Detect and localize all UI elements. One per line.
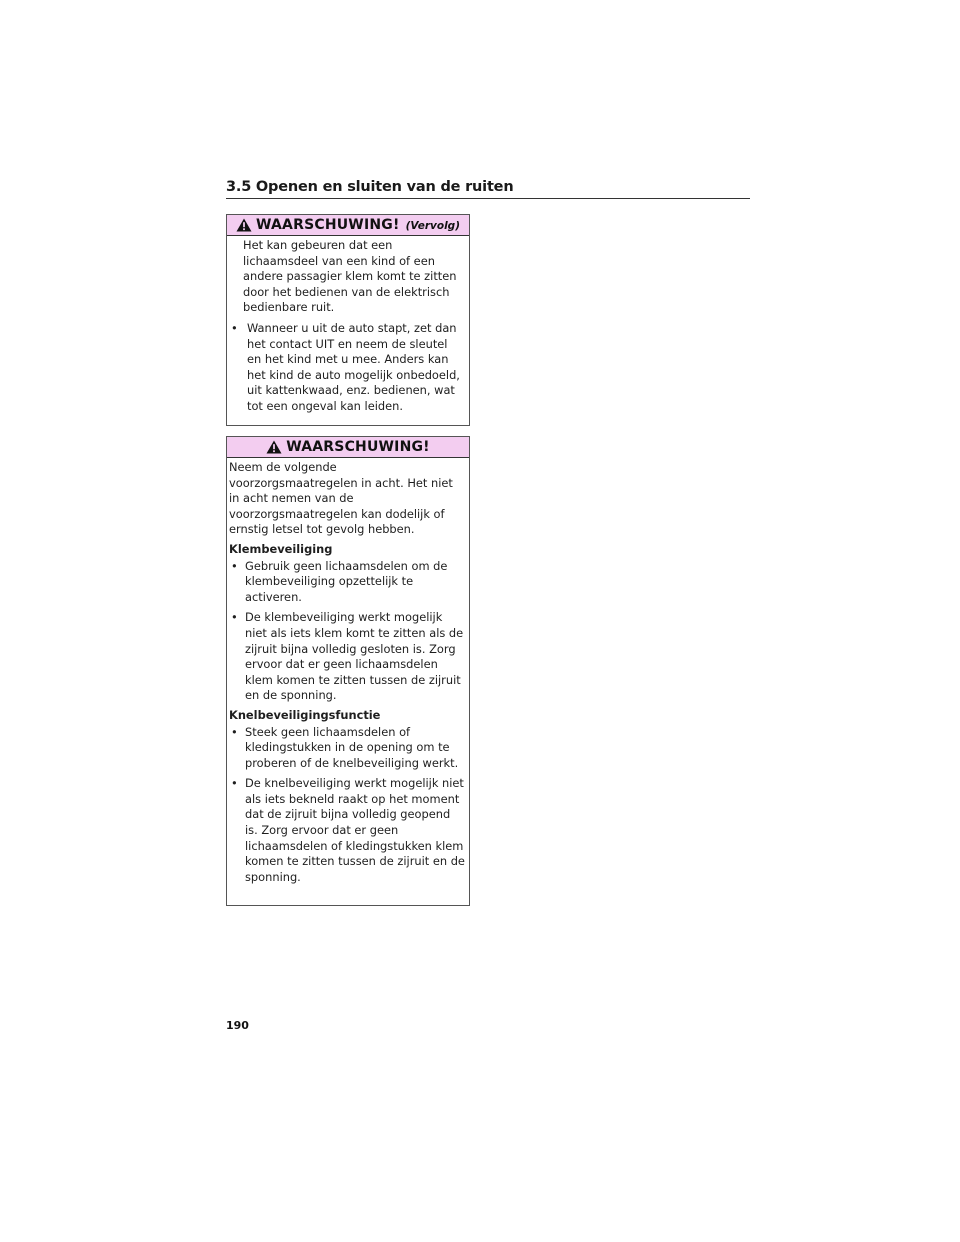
warning-title: WAARSCHUWING! bbox=[256, 217, 400, 233]
list-item-text: Steek geen lichaamsdelen of kledingstukken in de opening om te proberen of de knelbeveiliging werkt. bbox=[245, 724, 459, 770]
warning-paragraph: Het kan gebeuren dat een lichaamsdeel van een kind of een andere passagier klem komt te zitten door het bedienen van de elektrisch bedienbare ruit. bbox=[243, 238, 457, 315]
list-item bbox=[229, 776, 465, 885]
bullet-dot: • bbox=[231, 610, 238, 625]
warning-continued-label: (Vervolg) bbox=[405, 220, 460, 232]
section-title: 3.5 Openen en sluiten van de ruiten bbox=[226, 179, 750, 199]
list-item-text: Gebruik geen lichaamsdelen om de klembeveiliging opzettelijk te activeren. bbox=[245, 558, 448, 604]
warning-body bbox=[227, 458, 469, 893]
page-number: 190 bbox=[226, 1019, 249, 1032]
list-item bbox=[229, 559, 465, 606]
list-item-text: De klembeveiliging werkt mogelijk niet als iets klem komt te zitten als de zijruit bijna volledig gesloten is. Zorg ervoor dat er geen lichaamsdelen klem komen te zitten tussen de zijruit en de sponning. bbox=[245, 610, 464, 703]
subheading-klembeveiliging: Klembeveiliging bbox=[229, 541, 333, 556]
warning-triangle-icon bbox=[236, 218, 252, 232]
list-item-text: Wanneer u uit de auto stapt, zet dan het contact UIT en neem de sleutel en het kind met u mee. Anders kan het kind de auto mogelijk onbedoeld, uit kattenkwaad, enz. bedienen, wat tot een ongeval kan leiden. bbox=[247, 320, 460, 413]
list-item bbox=[229, 610, 465, 704]
list-item-text: De knelbeveiliging werkt mogelijk niet als iets bekneld raakt op het moment dat de zijruit bijna volledig geopend is. Zorg ervoor dat er geen lichaamsdelen of kledingstukken klem komen te zitten tussen de zijruit en de sponning. bbox=[245, 776, 465, 884]
warning-header bbox=[227, 437, 469, 458]
warning-body bbox=[227, 236, 469, 425]
list-item bbox=[229, 725, 465, 772]
list-item bbox=[229, 321, 463, 415]
subheading-knelbeveiligingsfunctie: Knelbeveiligingsfunctie bbox=[229, 707, 381, 722]
bullet-dot: • bbox=[231, 320, 238, 335]
bullet-dot: • bbox=[231, 776, 238, 791]
bullet-dot: • bbox=[231, 558, 238, 573]
warning-box bbox=[226, 436, 470, 906]
warning-intro: Neem de volgende voorzorgsmaatregelen in acht. Het niet in acht nemen van de voorzorgsmaatregelen kan dodelijk of ernstig letsel tot gevolg hebben. bbox=[229, 460, 453, 537]
warning-title: WAARSCHUWING! bbox=[286, 439, 430, 455]
warning-box-continued bbox=[226, 214, 470, 426]
bullet-dot: • bbox=[231, 724, 238, 739]
warning-triangle-icon bbox=[266, 440, 282, 454]
warning-header bbox=[227, 215, 469, 236]
